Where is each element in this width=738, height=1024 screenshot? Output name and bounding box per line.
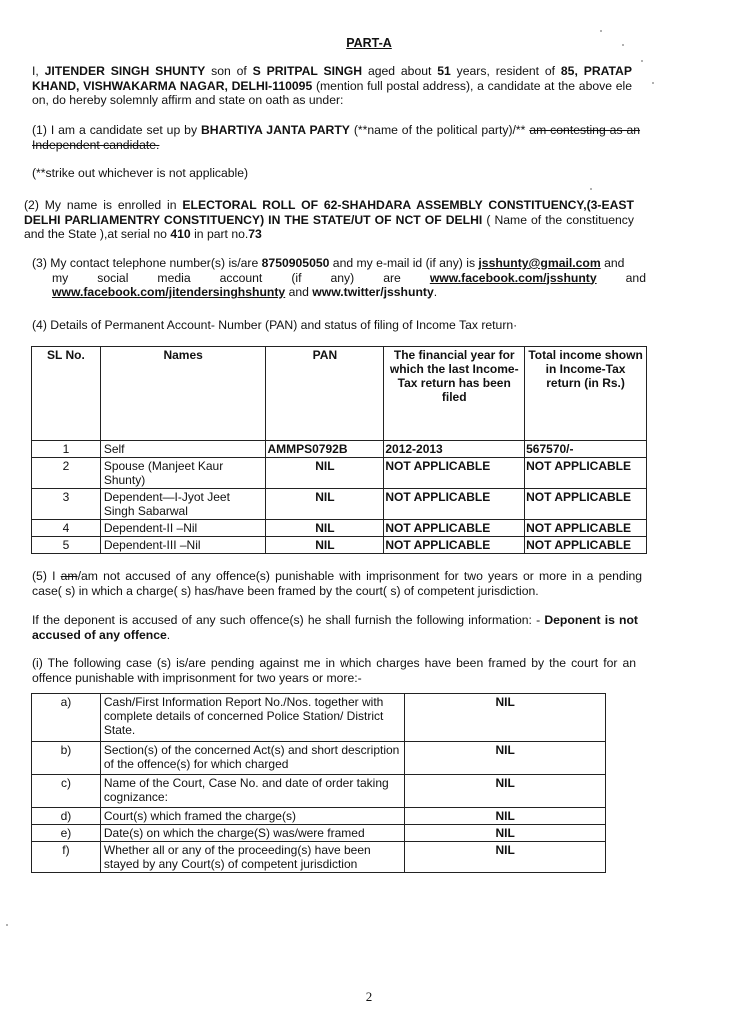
cell-name: Dependent-II –Nil: [100, 520, 266, 537]
p1-text: (1) I am a candidate set up by: [32, 123, 201, 137]
cell-year: 2012-2013: [384, 441, 525, 458]
part-number: 73: [248, 227, 262, 241]
paragraph-4: (4) Details of Permanent Account- Number (PAN) and status of filing of Income Tax return·: [32, 318, 518, 332]
cell-pan: NIL: [266, 537, 384, 554]
table-row: [32, 842, 606, 873]
paragraph-3: [32, 256, 646, 300]
cell-name: Self: [100, 441, 266, 458]
facebook-link[interactable]: www.facebook.com/jsshunty: [429, 270, 597, 285]
cell-desc: Section(s) of the concerned Act(s) and short description of the offence(s) for which charged: [100, 742, 405, 775]
paragraph-1: [32, 123, 640, 152]
header-pan: PAN: [266, 347, 384, 441]
cases-table: [31, 693, 606, 873]
intro-text: (mention full postal address), a candidate at the above ele on, do hereby solemnly affirm and state on oath as under:: [32, 78, 632, 107]
header-names: Names: [100, 347, 266, 441]
cell-name: Dependent—I-Jyot Jeet Singh Sabarwal: [100, 489, 266, 520]
cell-income: NOT APPLICABLE: [525, 458, 647, 489]
deponent-name: JITENDER SINGH SHUNTY: [44, 64, 206, 78]
cell-pan: AMMPS0792B: [266, 441, 384, 458]
phone-number: 8750905050: [261, 256, 330, 270]
table-row: [32, 825, 606, 842]
paragraph-6: [32, 613, 638, 642]
scan-speck: [652, 82, 654, 84]
intro-text: years, resident of: [450, 64, 561, 78]
facebook-link-2[interactable]: www.facebook.com/jitendersinghshunty: [52, 285, 286, 299]
struck-text: am: [60, 569, 78, 583]
pan-table: [31, 346, 647, 554]
twitter-link[interactable]: www.twitter/jsshunty: [312, 285, 434, 299]
cell-value: NIL: [405, 808, 606, 825]
p3-text: (3) My contact telephone number(s) is/are: [32, 256, 262, 270]
intro-text: son of: [205, 64, 253, 78]
cell-pan: NIL: [266, 489, 384, 520]
cell-income: NOT APPLICABLE: [525, 520, 647, 537]
table-row: [32, 775, 606, 808]
p2-text: (2) My name is enrolled in: [24, 198, 183, 212]
p3-text: and my e-mail id (if any) is: [329, 256, 479, 270]
header-income: Total income shown in Income-Tax return (in Rs.): [525, 347, 647, 441]
cell-name: Dependent-III –Nil: [100, 537, 266, 554]
cell-value: NIL: [405, 742, 606, 775]
p2-text: in part no.: [190, 227, 249, 241]
p3-text: and: [285, 285, 313, 299]
cell-label: b): [32, 742, 101, 775]
cell-year: NOT APPLICABLE: [384, 520, 525, 537]
cell-income: 567570/-: [525, 441, 647, 458]
p3-word: social: [97, 270, 129, 285]
p3-word: are: [383, 270, 401, 285]
cell-year: NOT APPLICABLE: [384, 458, 525, 489]
cell-label: c): [32, 775, 101, 808]
cell-desc: Whether all or any of the proceeding(s) have been stayed by any Court(s) of competent jurisdiction: [100, 842, 405, 873]
cell-sl: 5: [32, 537, 101, 554]
cell-year: NOT APPLICABLE: [384, 489, 525, 520]
intro-text: aged about: [362, 64, 438, 78]
header-sl: SL No.: [32, 347, 101, 441]
cell-value: NIL: [405, 694, 606, 742]
p5-text: (5) I: [32, 569, 61, 583]
cell-sl: 1: [32, 441, 101, 458]
p6-text: .: [166, 627, 171, 642]
scan-speck: [641, 60, 643, 62]
table-row: [32, 458, 647, 489]
paragraph-7: (i) The following case (s) is/are pending against me in which charges have been framed by the court for an offence punishable with imprisonment for two years or more:-: [32, 656, 636, 685]
cell-name: Spouse (Manjeet Kaur Shunty): [100, 458, 266, 489]
scan-speck: [622, 44, 624, 46]
cell-label: e): [32, 825, 101, 842]
table-row: [32, 489, 647, 520]
cell-income: NOT APPLICABLE: [525, 537, 647, 554]
cell-label: f): [32, 842, 101, 873]
intro-text: I,: [32, 64, 45, 78]
cell-pan: NIL: [266, 520, 384, 537]
cell-label: d): [32, 808, 101, 825]
paragraph-2: [24, 198, 634, 242]
p3-text: .: [433, 285, 438, 299]
cell-value: NIL: [405, 842, 606, 873]
struck-text: am contesting as an Independent candidate.: [32, 123, 641, 152]
table-row: [32, 537, 647, 554]
table-row: [32, 742, 606, 775]
p6-text: If the deponent is accused of any such offence(s) he shall furnish the following information: -: [32, 613, 545, 627]
page-title: PART-A: [346, 36, 392, 50]
cell-value: NIL: [405, 775, 606, 808]
table-row: [32, 441, 647, 458]
p1-text: (**name of the political party)/**: [349, 123, 530, 137]
not-accused-statement: Deponent is not accused of any offence: [32, 613, 638, 642]
scan-speck: [590, 188, 592, 190]
table-row: [32, 520, 647, 537]
p3-word: (if: [291, 270, 302, 285]
table-header-row: [32, 347, 647, 441]
cell-sl: 4: [32, 520, 101, 537]
email-link[interactable]: jsshunty@gmail.com: [478, 256, 601, 270]
table-row: [32, 808, 606, 825]
table-row: [32, 694, 606, 742]
cell-desc: Court(s) which framed the charge(s): [100, 808, 405, 825]
p3-word: account: [219, 270, 263, 285]
father-name: S PRITPAL SINGH: [252, 64, 363, 78]
p3-word: my: [52, 270, 69, 285]
strike-note: (**strike out whichever is not applicable): [32, 166, 249, 180]
serial-number: 410: [170, 227, 191, 241]
cell-income: NOT APPLICABLE: [525, 489, 647, 520]
cell-desc: Name of the Court, Case No. and date of order taking cognizance:: [100, 775, 405, 808]
scan-speck: [600, 30, 602, 32]
p3-text: and: [600, 256, 625, 270]
p2-text: ( Name of the constituency and the State ),at serial no: [24, 212, 634, 241]
cell-value: NIL: [405, 825, 606, 842]
cell-desc: Cash/First Information Report No./Nos. together with complete details of concerned Police Station/ District State.: [100, 694, 405, 742]
p3-word: media: [157, 270, 191, 285]
scan-speck: [6, 924, 8, 926]
party-name: BHARTIYA JANTA PARTY: [200, 123, 350, 137]
paragraph-5: [32, 569, 642, 598]
cell-sl: 2: [32, 458, 101, 489]
header-fin-year: The financial year for which the last Income- Tax return has been filed: [384, 347, 525, 441]
intro-paragraph: [32, 64, 632, 108]
p3-word: any): [330, 270, 355, 285]
p5-text: /am not accused of any offence(s) punishable with imprisonment for two years or more in a pending case( s) in which a charge( s) has/have been framed by the court( s) of competent jurisdiction.: [32, 569, 642, 598]
cell-sl: 3: [32, 489, 101, 520]
cell-pan: NIL: [266, 458, 384, 489]
age-value: 51: [437, 64, 451, 78]
page-number: 2: [365, 989, 373, 1004]
cell-label: a): [32, 694, 101, 742]
electoral-roll: ELECTORAL ROLL OF 62-SHAHDARA ASSEMBLY CONSTITUENCY,(3-EAST DELHI PARLIAMENTRY CONSTITUENCY) IN THE STATE/UT OF NCT OF DELHI: [24, 198, 634, 227]
cell-year: NOT APPLICABLE: [384, 537, 525, 554]
cell-desc: Date(s) on which the charge(S) was/were framed: [100, 825, 405, 842]
p3-word: and: [625, 270, 646, 285]
address-value: 85, PRATAP KHAND, VISHWAKARMA NAGAR, DELHI-110095: [32, 64, 632, 93]
